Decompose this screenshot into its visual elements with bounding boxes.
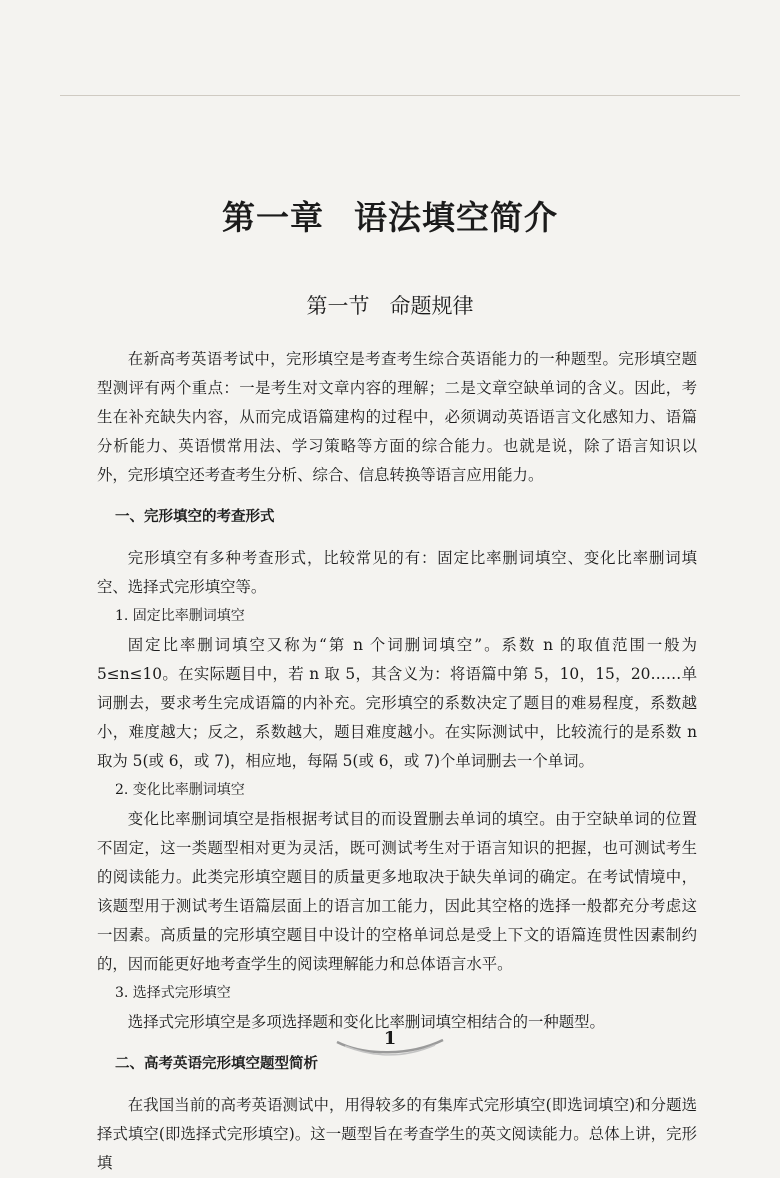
part2-heading: 二、高考英语完形填空题型简析 [115, 1056, 318, 1072]
item1-label: 1. 固定比率删词填空 [115, 608, 245, 624]
item3-paragraph: 选择式完形填空是多项选择题和变化比率删词填空相结合的一种题型。 [127, 1013, 605, 1031]
chapter-number: 第一章 [222, 198, 324, 237]
page-number: 1 [383, 1028, 397, 1049]
section-number: 第一节 [306, 294, 370, 318]
chapter-name: 语法填空简介 [354, 198, 558, 237]
chapter-title [0, 192, 780, 239]
item2-paragraph: 变化比率删词填空是指根据考试目的而设置删去单词的填空。由于空缺单词的位置不固定，这一类题型相对更为灵活，既可测试考生对于语言知识的把握，也可测试考生的阅读能力。此类完形填空题目的质量更多地取决于缺失单词的确定。在考试情境中，该题型用于测试考生语篇层面上的语言加工能力，因此其空格的选择一般都充分考虑这一因素。高质量的完形填空题目中设计的空格单词总是受上下文的语篇连贯性因素制约的，因而能更好地考查学生的阅读理解能力和总体语言水平。 [97, 810, 697, 973]
header-rule [60, 95, 740, 96]
item2-label: 2. 变化比率删词填空 [115, 782, 245, 798]
section-title [0, 290, 780, 320]
item3-label: 3. 选择式完形填空 [115, 985, 231, 1001]
part1-paragraph: 完形填空有多种考查形式，比较常见的有：固定比率删词填空、变化比率删词填空、选择式完形填空等。 [97, 549, 697, 596]
part2-paragraph: 在我国当前的高考英语测试中，用得较多的有集库式完形填空(即选词填空)和分题选择式填空(即选择式完形填空)。这一题型旨在考查学生的英文阅读能力。总体上讲，完形填 [97, 1096, 697, 1172]
part1-heading: 一、完形填空的考查形式 [115, 509, 275, 525]
intro-paragraph: 在新高考英语考试中，完形填空是考查考生综合英语能力的一种题型。完形填空题型测评有两个重点：一是考生对文章内容的理解；二是文章空缺单词的含义。因此，考生在补充缺失内容，从而完成语篇建构的过程中，必须调动英语语言文化感知力、语篇分析能力、英语惯常用法、学习策略等方面的综合能力。也就是说，除了语言知识以外，完形填空还考查考生分析、综合、信息转换等语言应用能力。 [97, 350, 697, 484]
section-name: 命题规律 [389, 294, 474, 318]
item1-paragraph: 固定比率删词填空又称为“第 n 个词删词填空”。系数 n 的取值范围一般为 5≤n≤10。在实际题目中，若 n 取 5，其含义为：将语篇中第 5，10，15，20……单词删去，要求考生完成语篇的内补充。完形填空的系数决定了题目的难易程度，系数越小，难度越大；反之，系数越大，题目难度越小。在实际测试中，比较流行的是系数 n 取为 5(或 6，或 7)，相应地，每隔 5(或 6，或 7)个单词删去一个单词。 [97, 636, 697, 770]
